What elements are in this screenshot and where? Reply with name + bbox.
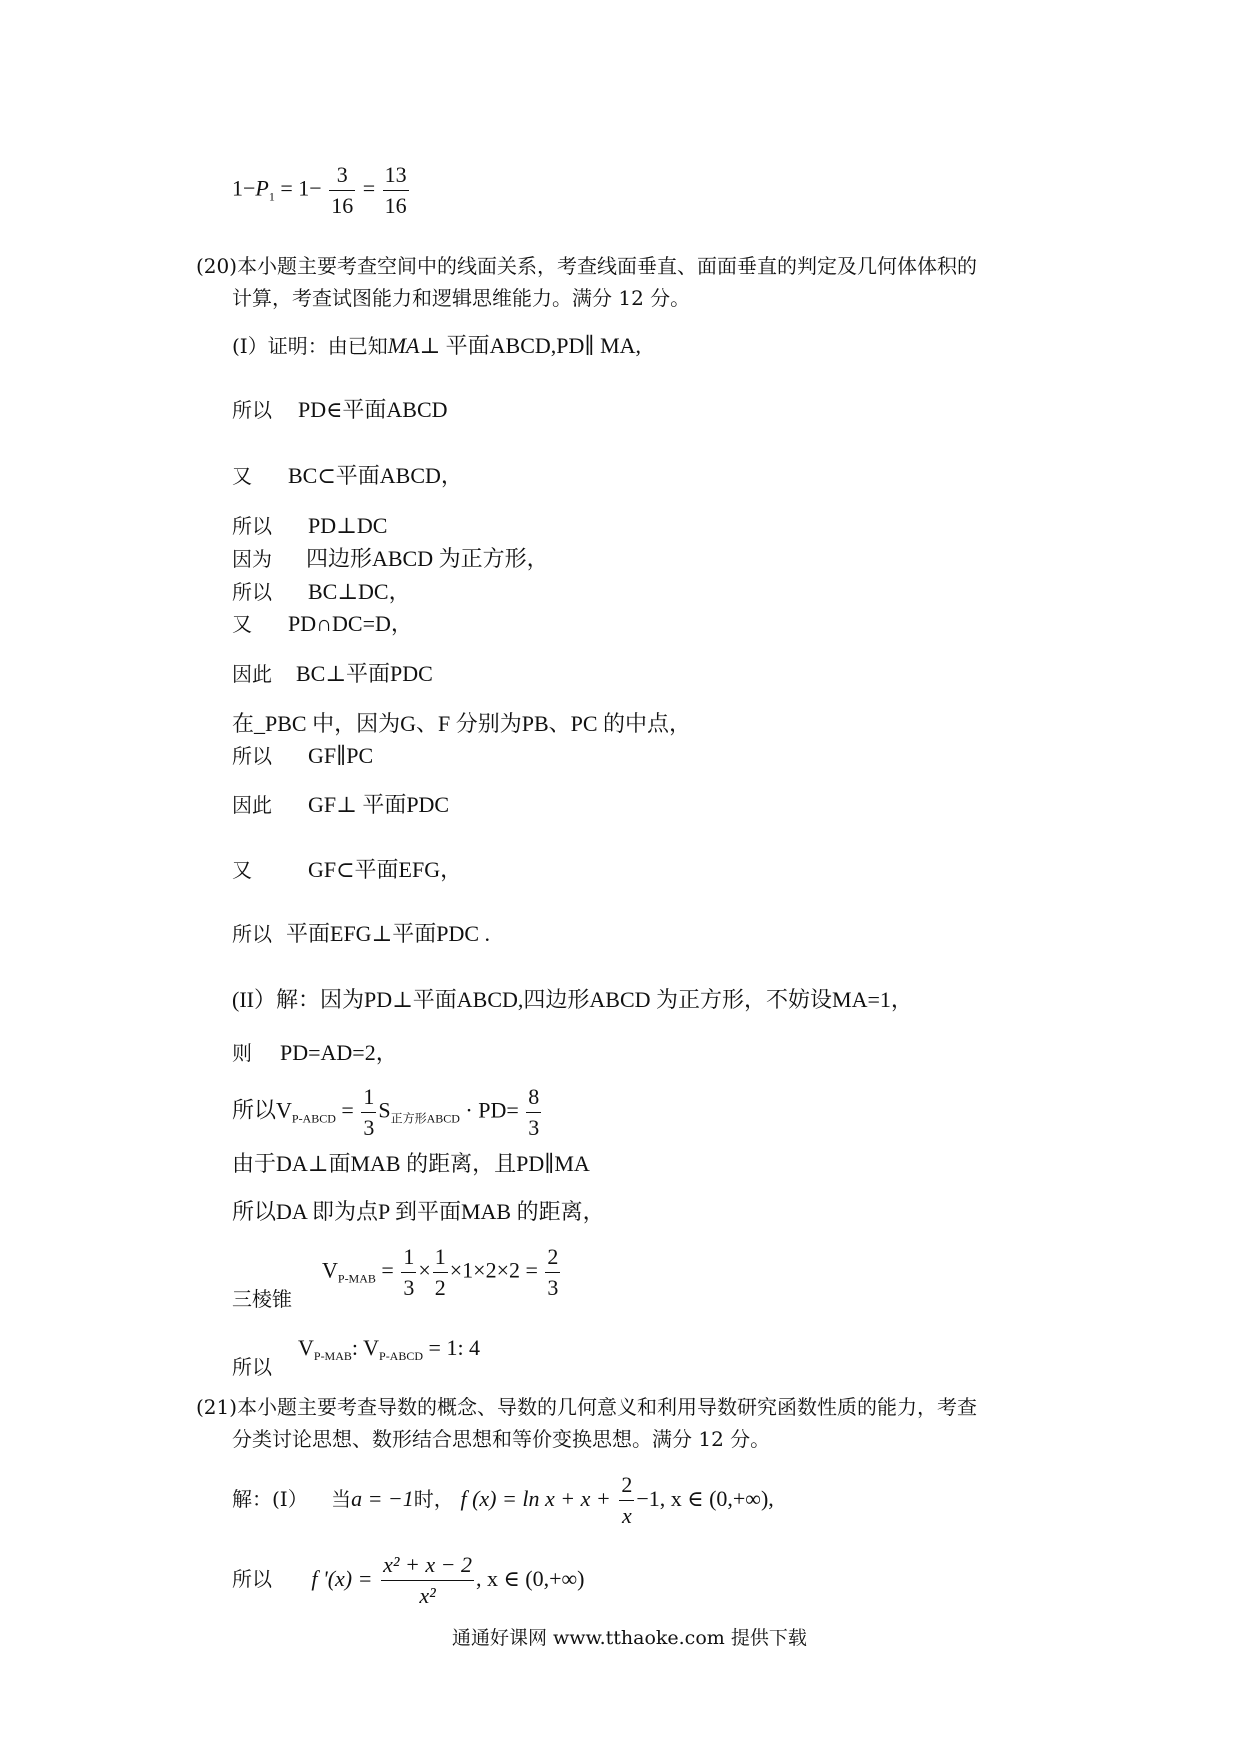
math-text: = 1: 4 [428, 1335, 481, 1360]
step-text: PD∈平面ABCD [298, 397, 448, 422]
math-text: ×1×2×2 = [449, 1257, 538, 1283]
subscript: P-MAB [337, 1271, 376, 1286]
part-label: (I）证明：由已知 [232, 334, 388, 358]
math-text: = [341, 1097, 354, 1123]
step-text: 当 [331, 1487, 352, 1511]
question-text: 本小题主要考查空间中的线面关系，考查线面垂直、面面垂直的判定及几何体体积的 [237, 254, 978, 278]
eq-sub: 1 [268, 189, 275, 204]
denominator: 3 [363, 1115, 375, 1140]
subscript: P-ABCD [379, 1349, 424, 1363]
step-text: GF⊂平面EFG， [308, 857, 463, 882]
step-text: PD⊥DC [308, 513, 388, 538]
q20-line2: 计算，考查试图能力和逻辑思维能力。满分 12 分。 [232, 286, 691, 310]
fraction [383, 160, 409, 221]
step-label: 因为 [232, 547, 272, 571]
numerator: 2 [545, 1242, 560, 1273]
step-6 [232, 610, 413, 638]
denominator: 16 [331, 193, 354, 218]
denominator: 2 [434, 1275, 446, 1300]
q20-line1 [196, 252, 977, 280]
step-text: GF⊥ 平面PDC [308, 792, 450, 817]
fraction [381, 1550, 474, 1611]
denominator: x² [419, 1583, 436, 1608]
step-label: 所以 [232, 1567, 272, 1591]
eq-text: 1− [232, 175, 256, 201]
fraction [619, 1470, 634, 1531]
step-label: 所以 [232, 514, 272, 538]
step-10 [232, 791, 449, 819]
step-text: 四边形ABCD 为正方形， [306, 546, 549, 571]
step-t1 [232, 1039, 398, 1067]
math-text: · PD= [465, 1097, 519, 1123]
math-text: = [381, 1257, 394, 1283]
part-label: 解：(Ⅰ） [232, 1487, 308, 1511]
step-text: BC⊥DC， [308, 579, 411, 604]
eq-text: = 1− [280, 175, 322, 201]
step-7 [232, 660, 433, 688]
step-t5-label: 三棱锥 [232, 1287, 292, 1311]
fraction [433, 1242, 448, 1303]
step-label: 所以 [232, 580, 272, 604]
step-label: 又 [232, 858, 252, 882]
math-text: , x ∈ (0,+∞) [475, 1566, 585, 1591]
math-text: 所以V [232, 1097, 292, 1123]
fraction [526, 1082, 541, 1143]
fraction [361, 1082, 376, 1143]
math-text: × [418, 1257, 431, 1283]
step-text: PD=AD=2， [280, 1040, 398, 1065]
denominator: x [621, 1503, 632, 1528]
step-text: BC⊥平面PDC [296, 661, 433, 686]
eq-var: P [255, 175, 269, 201]
q21-line2: 分类讨论思想、数形结合思想和等价变换思想。满分 12 分。 [232, 1427, 771, 1451]
fraction [401, 1242, 416, 1303]
numerator: 13 [383, 160, 409, 191]
step-8: 在_PBC 中，因为G、F 分别为PB、PC 的中点， [232, 711, 692, 736]
step-4 [232, 545, 549, 573]
subscript: 正方形ABCD [390, 1111, 460, 1126]
footer-source: 通通好课网 www.tthaoke.com 提供下载 [452, 1627, 807, 1649]
math-text: a = −1 [351, 1486, 414, 1511]
step-text: 时， [413, 1487, 454, 1511]
step-label: 所以 [232, 398, 272, 422]
volume-ratio [298, 1334, 480, 1370]
q20-part2: (II）解：因为PD⊥平面ABCD,四边形ABCD 为正方形，不妨设MA=1， [232, 987, 913, 1012]
step-3 [232, 512, 387, 540]
equation-1-minus-p1 [232, 160, 411, 221]
math-text: f '(x) = [311, 1566, 373, 1591]
eq-text: = [362, 175, 376, 201]
question-number: (20) [196, 254, 238, 278]
numerator: 3 [329, 160, 355, 191]
q21-derivative [232, 1550, 585, 1611]
step-label: 所以 [232, 744, 272, 768]
question-text: 本小题主要考查导数的概念、导数的几何意义和利用导数研究函数性质的能力，考查 [237, 1395, 978, 1419]
math-text: : V [351, 1335, 380, 1360]
math-text: f (x) = ln x + x + [460, 1486, 611, 1511]
step-11 [232, 856, 462, 884]
numerator: 1 [361, 1082, 376, 1113]
step-label: 因此 [232, 662, 272, 686]
q21-line1 [196, 1393, 977, 1421]
question-number: (21) [196, 1395, 238, 1419]
volume-p-mab [322, 1242, 562, 1303]
numerator: 1 [401, 1242, 416, 1273]
step-text: BC⊂平面ABCD， [288, 463, 463, 488]
fraction [545, 1242, 560, 1303]
step-9 [232, 742, 373, 770]
step-label: 又 [232, 464, 252, 488]
numerator: 2 [619, 1470, 634, 1501]
math-text: ⊥ 平面ABCD,PD∥ MA, [419, 333, 642, 358]
fraction [329, 160, 355, 221]
step-2 [232, 462, 463, 490]
subscript: P-ABCD [291, 1111, 336, 1126]
denominator: 16 [384, 193, 407, 218]
step-label: 所以 [232, 922, 272, 946]
numerator: 8 [526, 1082, 541, 1113]
math-var: MA [387, 333, 420, 358]
denominator: 3 [547, 1275, 559, 1300]
math-text: S [378, 1097, 391, 1123]
step-text: PD∩DC=D， [288, 611, 413, 636]
step-t3: 由于DA⊥面MAB 的距离，且PD∥MA [232, 1151, 590, 1176]
step-text: 平面EFG⊥平面PDC . [286, 921, 491, 946]
step-5 [232, 578, 411, 606]
step-1 [232, 396, 448, 424]
step-t6-label: 所以 [232, 1355, 272, 1379]
numerator: 1 [433, 1242, 448, 1273]
math-text: V [322, 1257, 338, 1283]
q21-part1 [232, 1470, 774, 1531]
step-t4: 所以DA 即为点P 到平面MAB 的距离， [232, 1199, 605, 1224]
numerator: x² + x − 2 [381, 1550, 474, 1581]
subscript: P-MAB [313, 1349, 352, 1363]
step-label: 则 [232, 1041, 252, 1065]
denominator: 3 [528, 1115, 540, 1140]
math-text: V [298, 1335, 314, 1360]
math-text: −1, x ∈ (0,+∞), [636, 1486, 774, 1511]
q20-part1 [232, 332, 641, 360]
step-label: 因此 [232, 793, 272, 817]
denominator: 3 [403, 1275, 415, 1300]
step-12 [232, 920, 490, 948]
volume-p-abcd [232, 1082, 543, 1143]
step-label: 又 [232, 612, 252, 636]
step-text: GF∥PC [308, 743, 374, 768]
